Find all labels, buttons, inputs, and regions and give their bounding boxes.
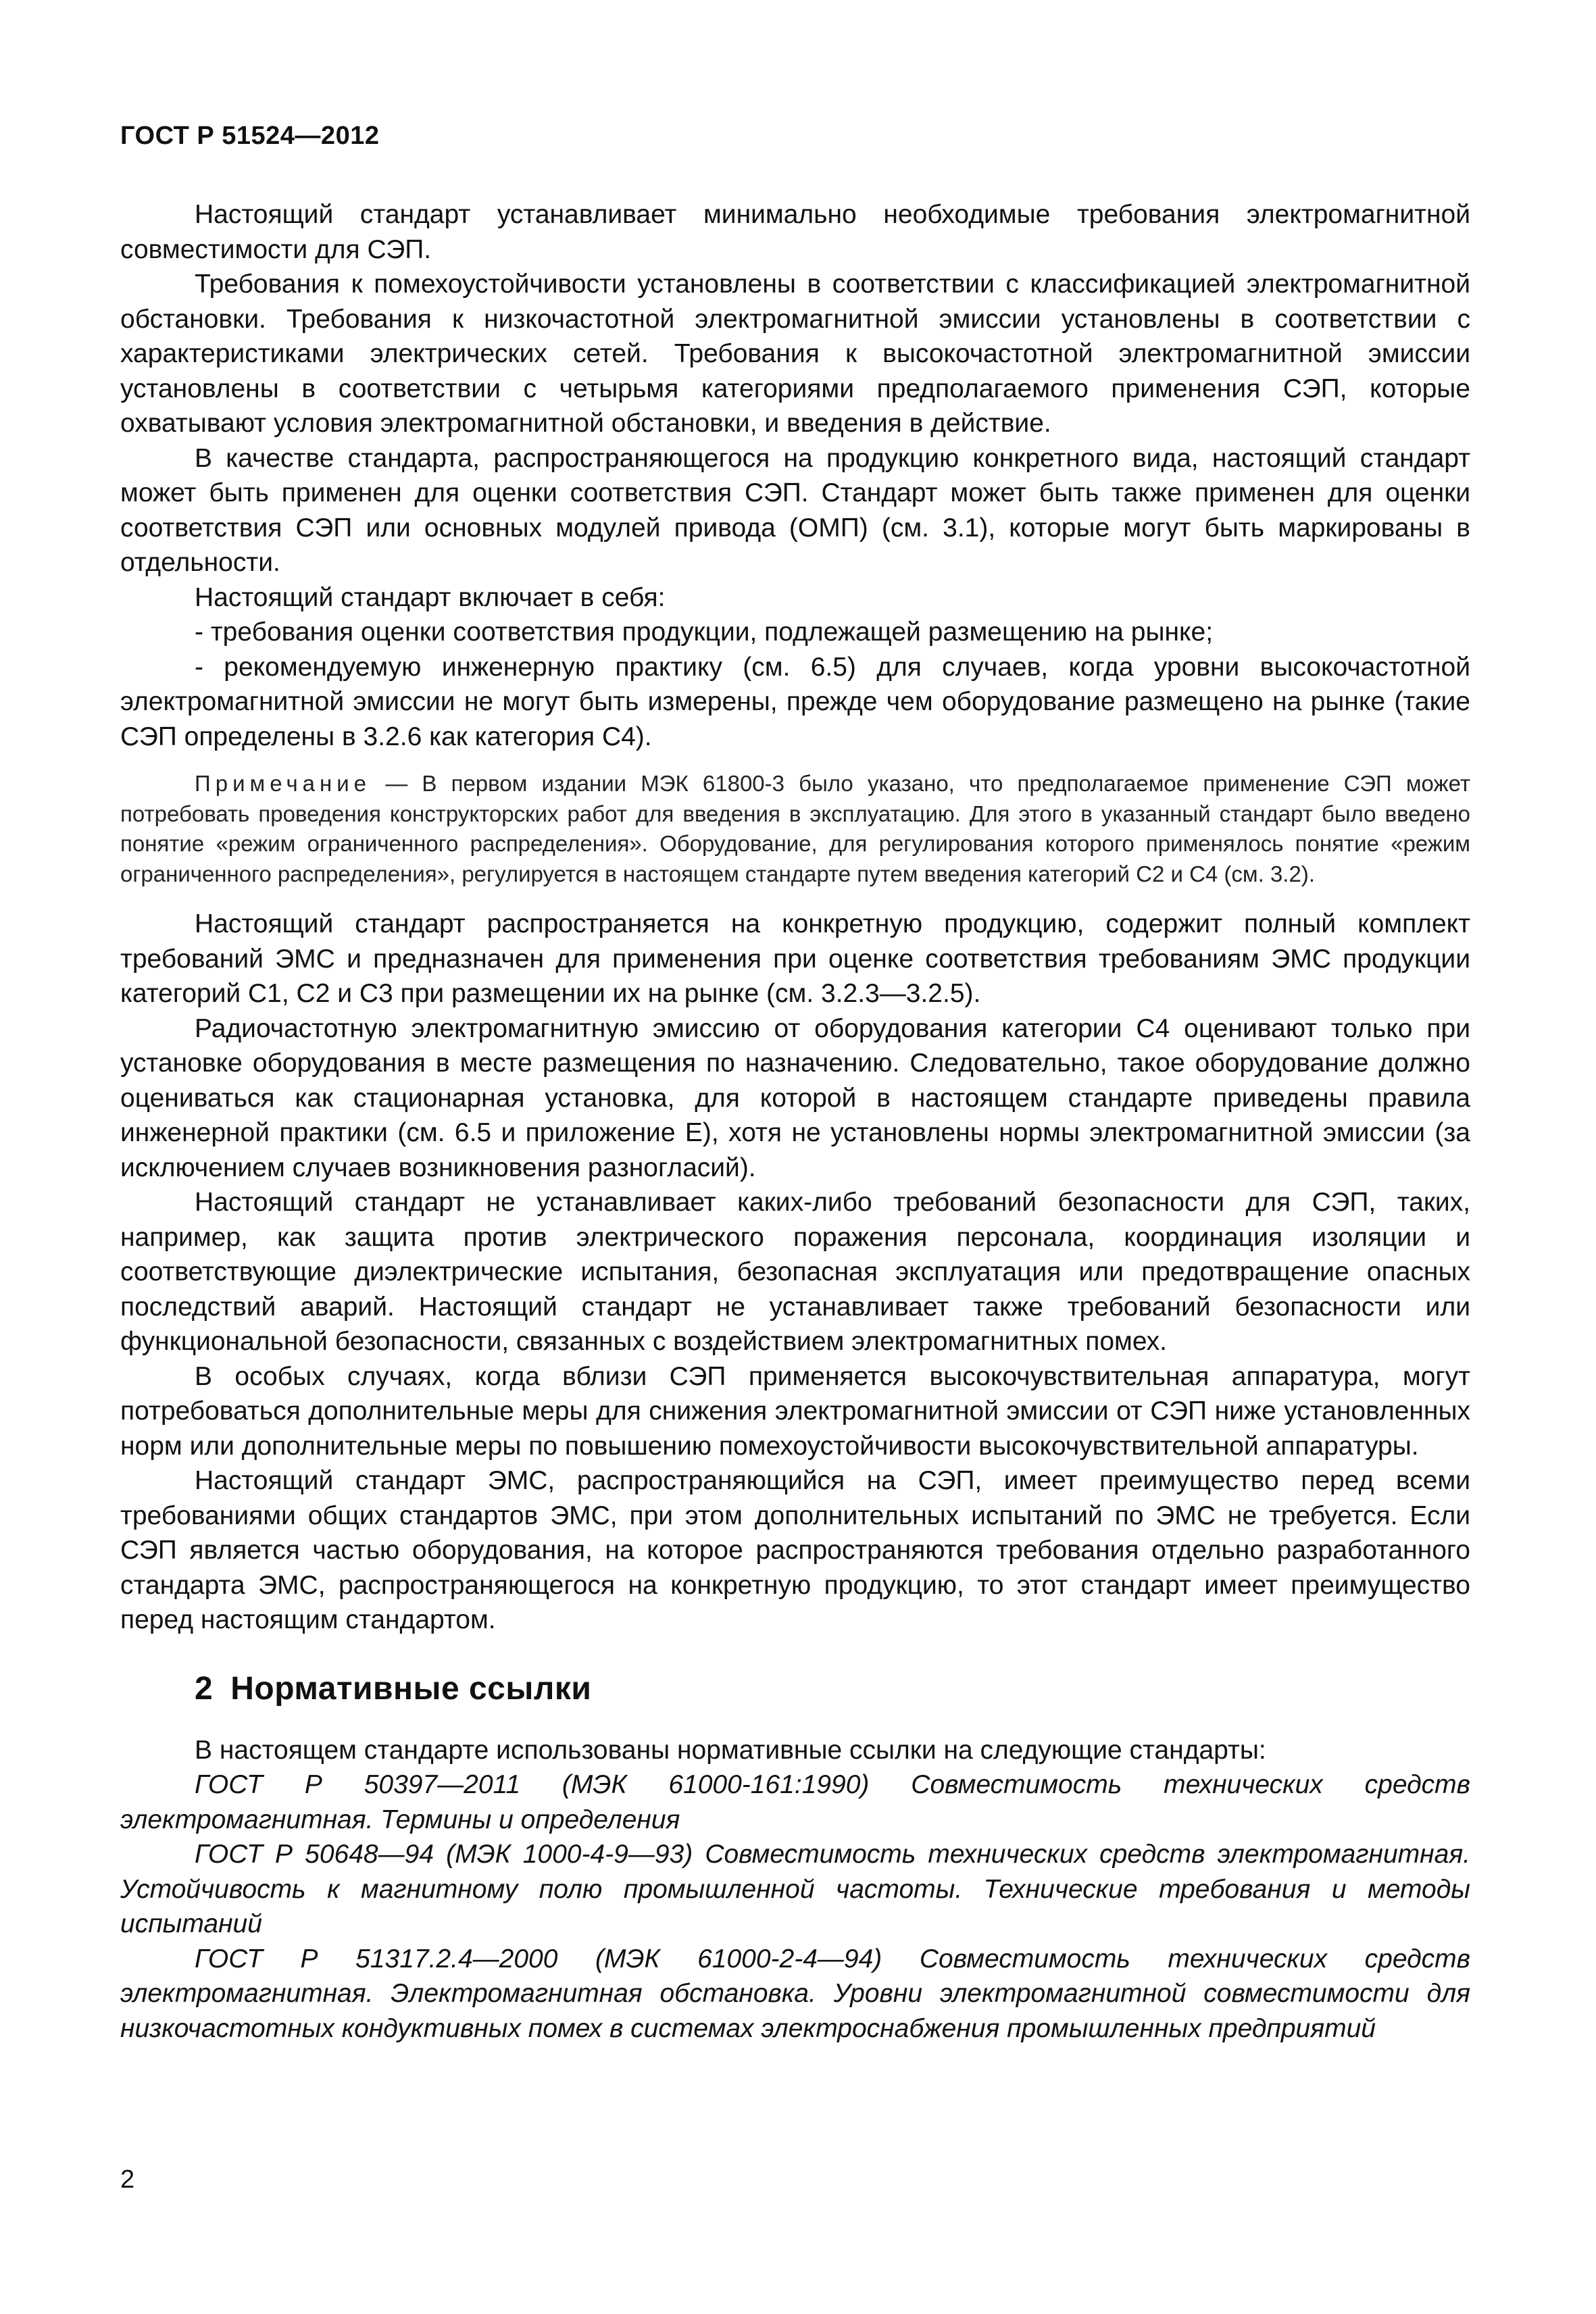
page-content bbox=[120, 197, 1470, 2046]
paragraph: В настоящем стандарте использованы нормативные ссылки на следующие стандарты: bbox=[195, 1735, 1266, 1765]
note-block bbox=[120, 769, 1470, 889]
reference-item: ГОСТ Р 51317.2.4—2000 (МЭК 61000-2-4—94) Совместимость технических средств электромагнитная. Электромагнитная обстановка. Уровни электромагнитной совместимости для низкочастотных кондуктивных помех в системах электроснабжения промышленных предприятий bbox=[120, 1944, 1470, 2043]
list-item: - рекомендуемую инженерную практику (см. 6.5) для случаев, когда уровни высокочастотной электромагнитной эмиссии не могут быть измерены, прежде чем оборудование размещено на рынке (такие СЭП определены в 3.2.6 как категория С4). bbox=[120, 652, 1470, 751]
paragraph: Настоящий стандарт не устанавливает каких-либо требований безопасности для СЭП, таких, например, как защита против электрического поражения персонала, координация изоляции и соответствующие диэлектрические испытания, безопасная эксплуатация или предотвращение опасных последствий аварий. Настоящий стандарт не устанавливает также требований безопасности или функциональной безопасности, связанных с воздействием электромагнитных помех. bbox=[120, 1188, 1470, 1356]
paragraph: Радиочастотную электромагнитную эмиссию от оборудования категории С4 оценивают только при установке оборудования в месте размещения по назначению. Следовательно, такое оборудование должно оцениваться как стационарная установка, для которой в настоящем стандарте приведены правила инженерной практики (см. 6.5 и приложение Е), хотя не установлены нормы электромагнитной эмиссии (за исключением случаев возникновения разногласий). bbox=[120, 1013, 1470, 1182]
list-item: - требования оценки соответствия продукции, подлежащей размещению на рынке; bbox=[195, 618, 1214, 647]
section-title: Нормативные ссылки bbox=[230, 1670, 592, 1707]
section-heading bbox=[195, 1670, 1470, 1707]
reference-item: ГОСТ Р 50648—94 (МЭК 1000-4-9—93) Совместимость технических средств электромагнитная. Устойчивость к магнитному полю промышленной частоты. Технические требования и методы испытаний bbox=[120, 1840, 1470, 1938]
note-label: Примечание bbox=[195, 771, 372, 796]
note-text: — В первом издании МЭК 61800-3 было указано, что предполагаемое применение СЭП может потребовать проведения конструкторских работ для введения в эксплуатацию. Для этого в указанный стандарт было введено понятие «режим ограниченного распределения». Оборудование, для регулирования которого применялось понятие «режим ограниченного распределения», регулируется в настоящем стандарте путем введения категорий С2 и С4 (см. 3.2). bbox=[120, 771, 1470, 886]
paragraph: Настоящий стандарт устанавливает минимально необходимые требования электромагнитной совместимости для СЭП. bbox=[120, 200, 1470, 264]
paragraph: Настоящий стандарт ЭМС, распространяющийся на СЭП, имеет преимущество перед всеми требованиями общих стандартов ЭМС, при этом дополнительных испытаний по ЭМС не требуется. Если СЭП является частью оборудования, на которое распространяются требования отдельно разработанного стандарта ЭМС, распространяющегося на конкретную продукцию, то этот стандарт имеет преимущество перед настоящим стандартом. bbox=[120, 1466, 1470, 1634]
paragraph: Настоящий стандарт включает в себя: bbox=[195, 582, 666, 612]
paragraph: Настоящий стандарт распространяется на конкретную продукцию, содержит полный комплект требований ЭМС и предназначен для применения при оценке соответствия требованиям ЭМС продукции категорий С1, С2 и С3 при размещении их на рынке (см. 3.2.3—3.2.5). bbox=[120, 909, 1470, 1008]
paragraph: Требования к помехоустойчивости установлены в соответствии с классификацией электромагнитной обстановки. Требования к низкочастотной электромагнитной эмиссии установлены в соответствии с характеристиками электрических сетей. Требования к высокочастотной электромагнитной эмиссии установлены в соответствии с четырьмя категориями предполагаемого применения СЭП, которые охватывают условия электромагнитной обстановки, и введения в действие. bbox=[120, 270, 1470, 438]
page-number: 2 bbox=[120, 2165, 135, 2194]
paragraph: В особых случаях, когда вблизи СЭП применяется высокочувствительная аппаратура, могут потребоваться дополнительные меры для снижения электромагнитной эмиссии от СЭП ниже установленных норм или дополнительные меры по повышению помехоустойчивости высокочувствительной аппаратуры. bbox=[120, 1361, 1470, 1461]
document-header: ГОСТ Р 51524—2012 bbox=[120, 122, 380, 150]
reference-item: ГОСТ Р 50397—2011 (МЭК 61000-161:1990) Совместимость технических средств электромагнитная. Термины и определения bbox=[120, 1770, 1470, 1834]
section-number: 2 bbox=[195, 1670, 214, 1707]
paragraph: В качестве стандарта, распространяющегося на продукцию конкретного вида, настоящий стандарт может быть применен для оценки соответствия СЭП. Стандарт может быть также применен для оценки соответствия СЭП или основных модулей привода (ОМП) (см. 3.1), которые могут быть маркированы в отдельности. bbox=[120, 443, 1470, 577]
